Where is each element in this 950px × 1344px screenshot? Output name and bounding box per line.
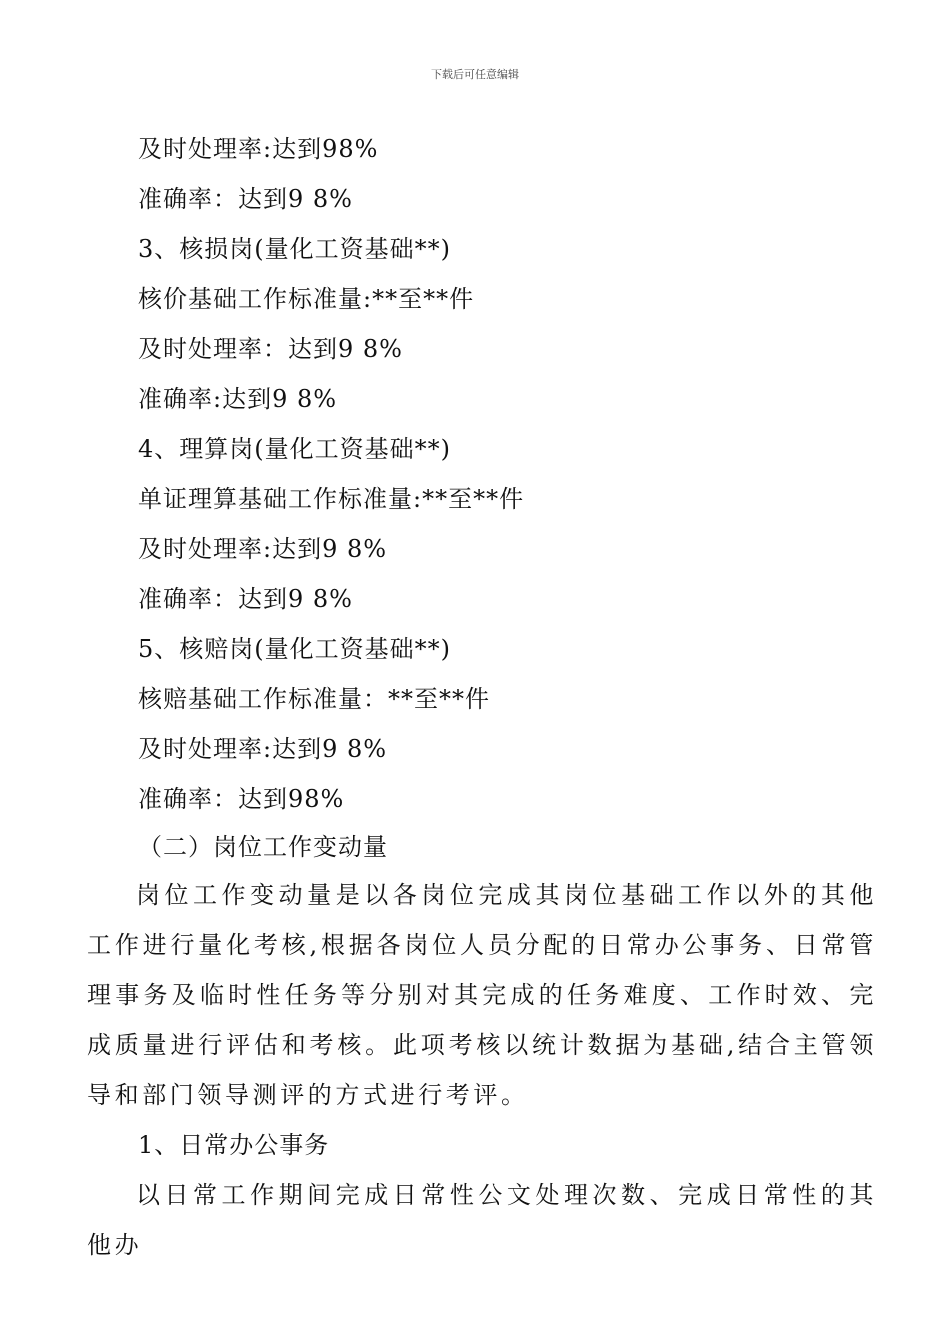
text-line: 准确率：达到9 8% [138,585,353,613]
text-line: 单证理算基础工作标准量:**至**件 [138,485,525,513]
text-line: 及时处理率:达到9 8% [138,735,388,763]
text-line: 3、核损岗(量化工资基础**) [138,235,451,263]
text-line: 准确率：达到9 8% [138,185,353,213]
text-line: 4、理算岗(量化工资基础**) [138,435,451,463]
text-line: 及时处理率:达到9 8% [138,535,388,563]
body-paragraph [87,1170,877,1270]
section-heading: （二）岗位工作变动量 [138,833,388,861]
text-line: 准确率:达到9 8% [138,385,338,413]
subsection-heading: 1、日常办公事务 [138,1131,330,1159]
text-line: 5、核赔岗(量化工资基础**) [138,635,451,663]
text-line: 核价基础工作标准量:**至**件 [138,285,475,313]
body-paragraph [87,870,877,1120]
paragraph-text: 岗位工作变动量是以各岗位完成其岗位基础工作以外的其他工作进行量化考核,根据各岗位人员分配的日常办公事务、日常管理事务及临时性任务等分别对其完成的任务难度、工作时效、完成质量进行评估和考核。此项考核以统计数据为基础,结合主管领导和部门领导测评的方式进行考评。 [87,881,877,1109]
text-line: 准确率：达到98% [138,785,345,813]
text-line: 及时处理率：达到9 8% [138,335,403,363]
paragraph-text: 以日常工作期间完成日常性公文处理次数、完成日常性的其他办 [87,1181,877,1259]
text-line: 及时处理率:达到98% [138,135,379,163]
page-header: 下载后可任意编辑 [431,68,519,81]
text-line: 核赔基础工作标准量：**至**件 [138,685,490,713]
